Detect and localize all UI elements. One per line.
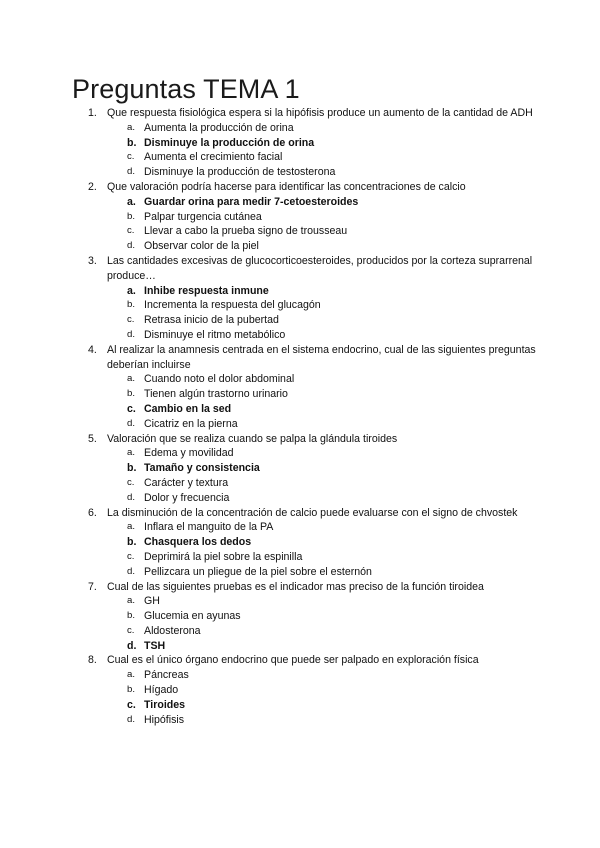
option-letter: c. bbox=[127, 624, 135, 636]
option-text: Hígado bbox=[144, 684, 179, 697]
option-text: Guardar orina para medir 7-cetoesteroides bbox=[144, 195, 359, 208]
answer-option-correct bbox=[127, 402, 538, 417]
option-text: Aldosterona bbox=[144, 624, 201, 637]
option-letter: d. bbox=[127, 565, 136, 577]
question-text: Que respuesta fisiológica espera si la hipófisis produce un aumento de la cantidad de ADH bbox=[107, 107, 533, 119]
answer-option-correct bbox=[127, 284, 538, 299]
option-letter: d. bbox=[127, 417, 136, 429]
option-letter: c. bbox=[127, 225, 135, 237]
option-letter: b. bbox=[127, 136, 137, 149]
option-letter: d. bbox=[127, 639, 137, 652]
answer-options bbox=[107, 668, 538, 727]
option-text: Hipófisis bbox=[144, 713, 185, 726]
option-letter: b. bbox=[127, 610, 136, 622]
option-text: Tienen algún trastorno urinario bbox=[144, 388, 288, 401]
option-letter: d. bbox=[127, 240, 136, 252]
option-text: Cicatriz en la pierna bbox=[144, 417, 238, 430]
option-text: Pellizcara un pliegue de la piel sobre el esternón bbox=[144, 565, 372, 578]
question-text: Las cantidades excesivas de glucocorticoesteroides, producidos por la corteza suprarrenal produce… bbox=[107, 254, 533, 282]
option-text: Llevar a cabo la prueba signo de trousseau bbox=[144, 225, 348, 238]
answer-options bbox=[107, 520, 538, 579]
answer-option bbox=[127, 417, 538, 432]
answer-option bbox=[127, 239, 538, 254]
option-text: GH bbox=[144, 595, 160, 608]
option-letter: d. bbox=[127, 166, 136, 178]
question-item bbox=[88, 506, 538, 580]
answer-option bbox=[127, 298, 538, 313]
option-text: Palpar turgencia cutánea bbox=[144, 210, 262, 223]
option-text: Inhibe respuesta inmune bbox=[144, 284, 269, 297]
option-text: Disminuye la producción de testosterona bbox=[144, 166, 336, 179]
answer-option bbox=[127, 328, 538, 343]
option-letter: a. bbox=[127, 447, 136, 459]
question-text: Al realizar la anamnesis centrada en el sistema endocrino, cual de las siguientes preguntas deberían incluirse bbox=[107, 343, 536, 371]
option-text: TSH bbox=[144, 639, 166, 652]
option-letter: b. bbox=[127, 388, 136, 400]
question-item bbox=[88, 254, 538, 343]
option-text: Tamaño y consistencia bbox=[144, 462, 260, 475]
option-text: Páncreas bbox=[144, 669, 189, 682]
question-number: 1. bbox=[88, 107, 97, 119]
option-text: Cambio en la sed bbox=[144, 402, 232, 415]
answer-option bbox=[127, 121, 538, 136]
option-letter: b. bbox=[127, 210, 136, 222]
answer-options bbox=[107, 195, 538, 254]
answer-option bbox=[127, 491, 538, 506]
option-letter: c. bbox=[127, 476, 135, 488]
question-number: 8. bbox=[88, 654, 97, 667]
answer-option-correct bbox=[127, 136, 538, 151]
question-item bbox=[88, 653, 538, 727]
option-text: Glucemia en ayunas bbox=[144, 610, 241, 623]
question-item bbox=[88, 343, 538, 432]
question-text: Valoración que se realiza cuando se palpa la glándula tiroides bbox=[107, 432, 398, 445]
option-letter: c. bbox=[127, 151, 135, 163]
option-text: Observar color de la piel bbox=[144, 240, 259, 253]
question-number: 6. bbox=[88, 506, 97, 519]
option-text: Deprimirá la piel sobre la espinilla bbox=[144, 550, 303, 563]
question-item bbox=[88, 580, 538, 654]
answer-option bbox=[127, 713, 538, 728]
option-text: Inflara el manguito de la PA bbox=[144, 521, 274, 534]
option-letter: a. bbox=[127, 669, 136, 681]
answer-option bbox=[127, 372, 538, 387]
option-letter: a. bbox=[127, 195, 136, 208]
option-text: Tiroides bbox=[144, 698, 186, 711]
option-text: Dolor y frecuencia bbox=[144, 491, 230, 504]
option-text: Aumenta el crecimiento facial bbox=[144, 151, 283, 164]
question-text: Cual es el único órgano endocrino que puede ser palpado en exploración física bbox=[107, 654, 479, 667]
option-letter: d. bbox=[127, 328, 136, 340]
option-letter: c. bbox=[127, 314, 135, 326]
option-text: Edema y movilidad bbox=[144, 447, 234, 460]
answer-option bbox=[127, 520, 538, 535]
answer-option bbox=[127, 224, 538, 239]
answer-options bbox=[107, 284, 538, 343]
option-text: Cuando noto el dolor abdominal bbox=[144, 373, 295, 386]
answer-option bbox=[127, 446, 538, 461]
option-text: Disminuye el ritmo metabólico bbox=[144, 328, 286, 341]
answer-option-correct bbox=[127, 698, 538, 713]
option-letter: b. bbox=[127, 299, 136, 311]
answer-option-correct bbox=[127, 461, 538, 476]
option-letter: a. bbox=[127, 284, 136, 297]
option-text: Aumenta la producción de orina bbox=[144, 121, 294, 134]
question-number: 3. bbox=[88, 254, 97, 267]
answer-options bbox=[107, 121, 538, 180]
answer-option bbox=[127, 594, 538, 609]
answer-option bbox=[127, 609, 538, 624]
question-list bbox=[88, 106, 538, 727]
option-text: Carácter y textura bbox=[144, 476, 229, 489]
question-text: Que valoración podría hacerse para identificar las concentraciones de calcio bbox=[107, 180, 466, 193]
answer-option bbox=[127, 668, 538, 683]
option-letter: c. bbox=[127, 402, 136, 415]
answer-options bbox=[107, 446, 538, 505]
answer-options bbox=[107, 594, 538, 653]
question-item bbox=[88, 432, 538, 506]
question-item bbox=[88, 106, 538, 180]
option-text: Incrementa la respuesta del glucagón bbox=[144, 299, 321, 312]
answer-option-correct bbox=[127, 195, 538, 210]
option-letter: a. bbox=[127, 521, 136, 533]
option-letter: b. bbox=[127, 462, 137, 475]
option-letter: a. bbox=[127, 373, 136, 385]
answer-option bbox=[127, 476, 538, 491]
question-text: La disminución de la concentración de calcio puede evaluarse con el signo de chvostek bbox=[107, 506, 518, 519]
question-text: Cual de las siguientes pruebas es el indicador mas preciso de la función tiroidea bbox=[107, 580, 484, 593]
answer-option bbox=[127, 165, 538, 180]
option-letter: c. bbox=[127, 550, 135, 562]
question-number: 2. bbox=[88, 180, 97, 193]
answer-option-correct bbox=[127, 535, 538, 550]
option-letter: d. bbox=[127, 491, 136, 503]
option-letter: d. bbox=[127, 713, 136, 725]
question-number: 7. bbox=[88, 580, 97, 593]
option-letter: b. bbox=[127, 684, 136, 696]
question-number: 4. bbox=[88, 343, 97, 356]
option-letter: a. bbox=[127, 121, 136, 133]
question-item bbox=[88, 180, 538, 254]
option-text: Disminuye la producción de orina bbox=[144, 136, 315, 149]
answer-option bbox=[127, 313, 538, 328]
answer-option bbox=[127, 150, 538, 165]
answer-option bbox=[127, 387, 538, 402]
option-letter: a. bbox=[127, 595, 136, 607]
page-title: Preguntas TEMA 1 bbox=[72, 74, 300, 104]
answer-options bbox=[107, 372, 538, 431]
option-text: Retrasa inicio de la pubertad bbox=[144, 314, 279, 327]
question-number: 5. bbox=[88, 432, 97, 445]
answer-option-correct bbox=[127, 639, 538, 654]
option-text: Chasquera los dedos bbox=[144, 536, 252, 549]
answer-option bbox=[127, 565, 538, 580]
answer-option bbox=[127, 550, 538, 565]
answer-option bbox=[127, 683, 538, 698]
answer-option bbox=[127, 624, 538, 639]
option-letter: b. bbox=[127, 536, 137, 549]
option-letter: c. bbox=[127, 698, 136, 711]
answer-option bbox=[127, 210, 538, 225]
